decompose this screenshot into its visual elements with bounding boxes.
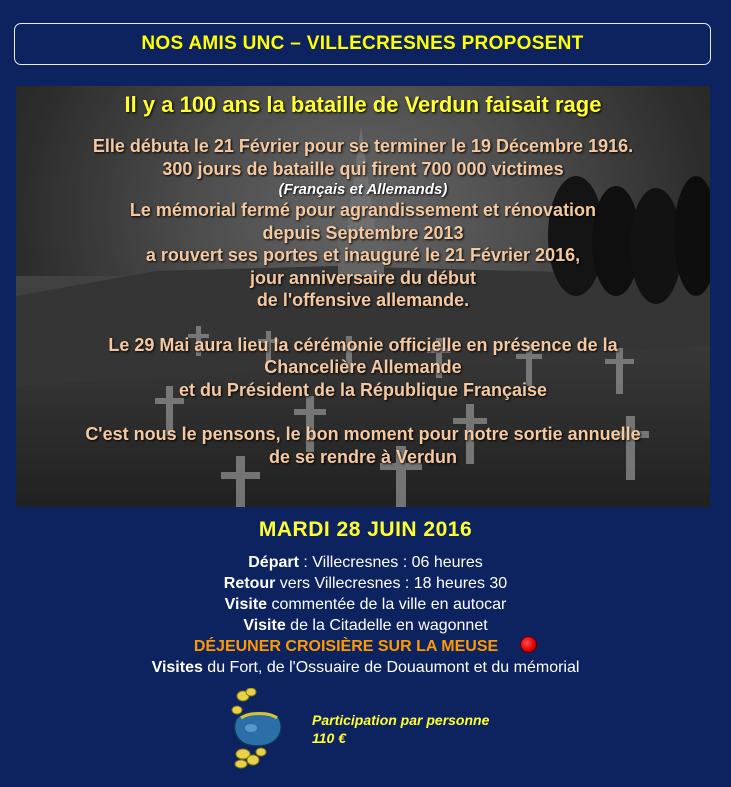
program-item-label: Retour xyxy=(223,575,276,592)
text-line: a rouvert ses portes et inauguré le 21 Février 2016, xyxy=(145,245,581,265)
program-item-text: de la Citadelle en wagonnet xyxy=(285,617,488,634)
photo-text-block xyxy=(16,86,710,468)
text-line: depuis Septembre 2013 xyxy=(262,222,464,243)
event-program xyxy=(0,552,731,678)
text-line-italic: (Français et Allemands) xyxy=(278,181,448,198)
red-dot-icon xyxy=(520,636,537,653)
text-line: 300 jours de bataille qui firent 700 000 victimes xyxy=(162,158,564,179)
price-amount: 110 € xyxy=(312,730,346,746)
price-label: Participation par personne xyxy=(312,712,490,728)
price-block xyxy=(312,711,489,747)
header-banner xyxy=(14,23,711,65)
lunch-cruise-text: DÉJEUNER CROISIÈRE SUR LA MEUSE xyxy=(193,638,499,655)
text-line: de l'offensive allemande. xyxy=(256,290,470,310)
program-item-text: commentée de la ville en autocar xyxy=(267,596,507,613)
banner-title: NOS AMIS UNC – VILLECRESNES PROPOSENT xyxy=(141,33,584,54)
program-item-label: Départ xyxy=(248,554,299,571)
program-item-text: du Fort, de l'Ossuaire de Douaumont et du mémorial xyxy=(202,659,580,676)
program-item-lunch xyxy=(0,636,731,657)
program-item xyxy=(0,573,731,594)
program-item-label: Visite xyxy=(243,617,286,634)
program-item xyxy=(0,552,731,573)
program-item-label: Visite xyxy=(224,596,268,613)
event-date: MARDI 28 JUIN 2016 xyxy=(258,518,473,541)
text-line: jour anniversaire du début xyxy=(249,267,477,288)
program-item-label: Visites xyxy=(151,659,203,676)
text-line: et du Président de la République Française xyxy=(178,379,548,400)
text-line: Chancelière Allemande xyxy=(264,357,462,377)
text-line: Le mémorial fermé pour agrandissement et rénovation xyxy=(129,200,597,220)
text-line: Le 29 Mai aura lieu la cérémonie officielle en présence de la xyxy=(108,334,618,355)
program-item-text: : Villecresnes : 06 heures xyxy=(298,554,483,571)
program-item xyxy=(0,615,731,636)
text-line: Elle débuta le 21 Février pour se terminer le 19 Décembre 1916. xyxy=(92,136,634,156)
money-purse-icon xyxy=(229,688,289,770)
program-item xyxy=(0,657,731,678)
headline: Il y a 100 ans la bataille de Verdun faisait rage xyxy=(124,92,602,117)
text-line: C'est nous le pensons, le bon moment pour notre sortie annuelle xyxy=(85,424,641,444)
program-item xyxy=(0,594,731,615)
program-item-text: vers Villecresnes : 18 heures 30 xyxy=(275,575,508,592)
verdun-cemetery-photo xyxy=(16,86,710,507)
text-line: de se rendre à Verdun xyxy=(268,446,458,467)
